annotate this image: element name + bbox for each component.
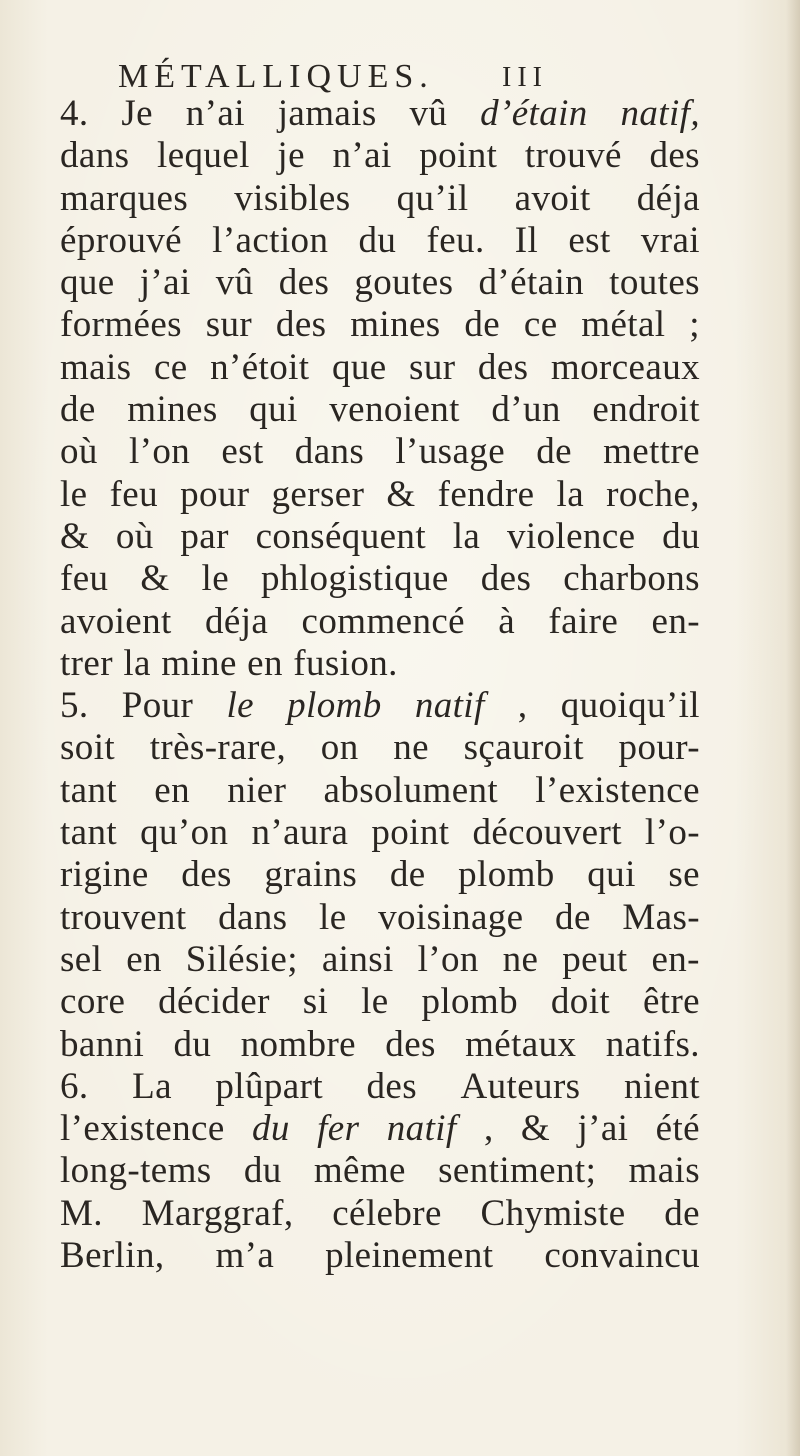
word: trouvé	[524, 135, 622, 177]
word: ce	[523, 304, 558, 346]
word: tant	[60, 812, 118, 854]
word: Auteurs	[460, 1065, 581, 1107]
word: ;	[689, 304, 700, 346]
italic-word: le	[226, 685, 254, 727]
word: l’existence	[535, 769, 700, 811]
word: si	[302, 981, 329, 1023]
word: rigine	[60, 854, 149, 896]
word: le	[60, 473, 88, 515]
text-line	[60, 1193, 700, 1235]
word: vû	[215, 262, 254, 304]
text-line	[60, 178, 700, 220]
word: en-	[651, 600, 700, 642]
word: ne	[502, 938, 539, 980]
text-line	[60, 601, 700, 643]
word: le	[201, 558, 230, 600]
word: n’étoit	[210, 346, 310, 388]
text-line	[60, 516, 700, 558]
word: la	[556, 473, 585, 515]
word: mais	[628, 1150, 700, 1192]
word: visibles	[234, 177, 351, 219]
word: on	[320, 727, 359, 769]
word: en-	[651, 938, 700, 980]
word: métal	[581, 304, 666, 346]
word: dans	[294, 431, 365, 473]
word: est	[221, 431, 264, 473]
word: des	[181, 854, 232, 896]
word: à	[498, 600, 516, 642]
word: plomb	[458, 854, 555, 896]
word: phlogistique	[261, 558, 449, 600]
word: vû	[409, 93, 448, 134]
text-line	[60, 812, 700, 854]
word: que	[331, 346, 387, 388]
word: point	[371, 812, 450, 854]
italic-word: d’étain	[480, 93, 588, 134]
word: l’o-	[644, 812, 700, 854]
word: l’action	[212, 219, 329, 261]
word: du	[243, 1150, 282, 1192]
text-line	[60, 939, 700, 981]
text-line	[60, 262, 700, 304]
text-line	[60, 770, 700, 812]
word: fendre	[437, 473, 535, 515]
text-line	[60, 1066, 700, 1108]
word: des	[366, 1065, 418, 1107]
word: marques	[60, 177, 189, 219]
word: de	[536, 431, 572, 473]
word: d’un	[491, 389, 561, 431]
word: j’ai	[139, 262, 191, 304]
text-line	[60, 1108, 700, 1150]
italic-word: natif	[386, 1108, 457, 1150]
word: 4.	[60, 93, 89, 134]
word: ne	[393, 727, 429, 769]
word: Il	[514, 219, 539, 261]
word: violence	[506, 515, 636, 557]
word: goutes	[354, 262, 454, 304]
word: trouvent	[60, 896, 187, 938]
text-line	[60, 897, 700, 939]
word: des	[480, 558, 532, 600]
word: absolument	[323, 769, 499, 811]
word: sur	[409, 346, 456, 388]
word: toutes	[609, 262, 700, 304]
word: fusion.	[293, 642, 398, 684]
word: ce	[153, 346, 188, 388]
word: n’ai	[332, 135, 392, 177]
word: célebre	[332, 1192, 442, 1234]
word: la	[452, 515, 481, 557]
text-line	[60, 1150, 700, 1192]
text-line	[60, 93, 700, 135]
word: où	[115, 515, 154, 557]
word: doit	[550, 981, 611, 1023]
word: sel	[60, 938, 103, 980]
word: point	[419, 135, 498, 177]
word: conséquent	[255, 515, 427, 557]
word: nombre	[240, 1023, 357, 1065]
word: mines	[350, 304, 441, 346]
word: jamais	[277, 93, 377, 134]
word: l’existence	[60, 1108, 225, 1150]
word: mines	[127, 389, 218, 431]
word: Pour	[121, 685, 194, 727]
word: que	[60, 262, 115, 304]
word: vrai	[640, 219, 700, 261]
word: qui	[249, 389, 298, 431]
word: de	[389, 854, 426, 896]
word: être	[642, 981, 700, 1023]
word: charbons	[563, 558, 700, 600]
word: trer	[60, 642, 113, 684]
word: feu	[60, 558, 109, 600]
word: des	[477, 346, 529, 388]
word: découvert	[472, 812, 622, 854]
word: nient	[623, 1065, 700, 1107]
word: feu.	[426, 219, 485, 261]
text-line	[60, 474, 700, 516]
text-line	[60, 431, 700, 473]
word: n’ai	[185, 93, 245, 134]
word: du	[662, 515, 700, 557]
page-number: III	[502, 62, 548, 93]
word: été	[655, 1108, 700, 1150]
word: tant	[60, 769, 118, 811]
word: grains	[264, 854, 358, 896]
word: de	[555, 896, 591, 938]
word: feu	[109, 473, 159, 515]
italic-word: fer	[317, 1108, 360, 1150]
word: pour-	[618, 727, 700, 769]
word: Je	[121, 93, 153, 134]
word: se	[668, 854, 700, 896]
word: où	[60, 431, 98, 473]
word: Chymiste	[480, 1192, 626, 1234]
word: métaux	[465, 1023, 577, 1065]
word: plomb	[421, 981, 519, 1023]
word: ,	[483, 1108, 494, 1150]
text-line	[60, 220, 700, 262]
word: ainsi	[321, 938, 394, 980]
word: Silésie;	[185, 938, 298, 980]
word: peut	[562, 938, 628, 980]
word: des	[278, 262, 330, 304]
word: d’étain	[478, 262, 585, 304]
word: M.	[60, 1192, 103, 1234]
word: quoiqu’il	[560, 685, 700, 727]
word: venoient	[329, 389, 460, 431]
word: long-tems	[60, 1150, 212, 1192]
word: 6.	[60, 1065, 89, 1107]
word: Berlin,	[60, 1235, 165, 1277]
word: en	[247, 642, 283, 684]
word: qu’il	[396, 177, 469, 219]
word: même	[313, 1150, 406, 1192]
word: formées	[60, 304, 182, 346]
word: convaincu	[544, 1235, 700, 1277]
word: sentiment;	[438, 1150, 597, 1192]
word: très-rare,	[149, 727, 287, 769]
word: natifs.	[605, 1023, 700, 1065]
word: sur	[205, 304, 253, 346]
word: est	[568, 219, 611, 261]
word: avoit	[514, 177, 591, 219]
word: n’aura	[251, 812, 349, 854]
word: mais	[60, 346, 132, 388]
page-edge-shadow	[786, 0, 800, 1456]
text-line	[60, 854, 700, 896]
text-line	[60, 1024, 700, 1066]
word: des	[649, 135, 700, 177]
word: du	[173, 1023, 212, 1065]
word: plûpart	[215, 1065, 323, 1107]
word: j’ai	[577, 1108, 629, 1150]
word: avoient	[60, 600, 172, 642]
word: la	[123, 642, 151, 684]
body-text	[60, 93, 700, 1277]
word: pour	[180, 473, 250, 515]
word: ,	[517, 685, 528, 727]
word: pleinement	[325, 1235, 494, 1277]
word: roche,	[606, 473, 700, 515]
text-line	[60, 643, 700, 685]
word: mine	[161, 642, 237, 684]
text-line	[60, 558, 700, 600]
word: l’on	[417, 938, 479, 980]
word: l’usage	[395, 431, 506, 473]
text-line	[60, 304, 700, 346]
word: le	[319, 896, 347, 938]
word: qu’on	[140, 812, 229, 854]
text-line	[60, 389, 700, 431]
italic-word: plomb	[287, 685, 382, 727]
word: l’on	[128, 431, 191, 473]
word: &	[60, 515, 90, 557]
word: dans	[60, 135, 130, 177]
word: Marggraf,	[141, 1192, 294, 1234]
word: en	[154, 769, 191, 811]
word: m’a	[215, 1235, 275, 1277]
word: &	[386, 473, 416, 515]
word: nier	[227, 769, 287, 811]
word: &	[140, 558, 170, 600]
running-title: MÉTALLIQUES.	[118, 58, 434, 95]
word: décider	[158, 981, 270, 1023]
word: déja	[636, 177, 700, 219]
word: je	[277, 135, 305, 177]
word: des	[275, 304, 327, 346]
word: gerser	[271, 473, 365, 515]
word: le	[361, 981, 389, 1023]
italic-word: natif,	[620, 93, 700, 134]
word: sçauroit	[463, 727, 584, 769]
word: 5.	[60, 685, 89, 727]
text-line	[60, 1235, 700, 1277]
word: lequel	[157, 135, 250, 177]
word: &	[520, 1108, 551, 1150]
text-line	[60, 135, 700, 177]
word: voisinage	[378, 896, 524, 938]
word: mettre	[603, 431, 700, 473]
word: de	[464, 304, 501, 346]
word: du	[358, 219, 397, 261]
word: endroit	[592, 389, 700, 431]
word: banni	[60, 1023, 145, 1065]
text-line	[60, 685, 700, 727]
word: qui	[587, 854, 636, 896]
text-line	[60, 981, 700, 1023]
word: morceaux	[550, 346, 700, 388]
word: en	[126, 938, 162, 980]
italic-word: du	[251, 1108, 290, 1150]
word: soit	[60, 727, 116, 769]
word: de	[664, 1192, 700, 1234]
word: par	[180, 515, 229, 557]
word: déja	[205, 600, 269, 642]
word: des	[385, 1023, 436, 1065]
text-line	[60, 727, 700, 769]
word: core	[60, 981, 126, 1023]
word: La	[132, 1065, 172, 1107]
word: commencé	[301, 600, 465, 642]
word: Mas-	[622, 896, 700, 938]
word: éprouvé	[60, 219, 182, 261]
italic-word: natif	[414, 685, 485, 727]
text-line	[60, 347, 700, 389]
word: de	[60, 389, 96, 431]
word: dans	[218, 896, 288, 938]
word: faire	[548, 600, 619, 642]
